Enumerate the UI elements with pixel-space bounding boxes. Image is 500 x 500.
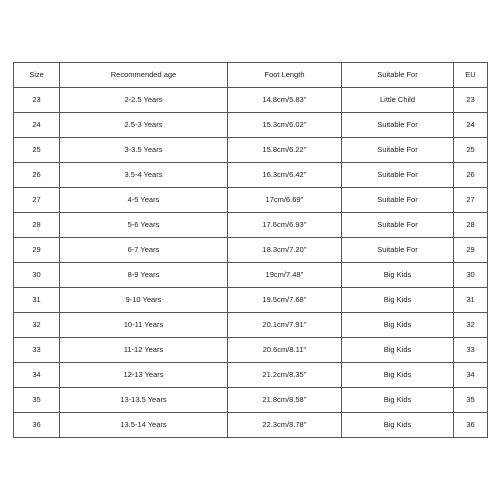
- cell-foot-length: 19.5cm/7.68'': [228, 288, 342, 313]
- cell-suitable-for: Suitable For: [342, 113, 454, 138]
- cell-size: 35: [14, 388, 60, 413]
- cell-recommended-age: 4-5 Years: [60, 188, 228, 213]
- cell-size: 28: [14, 213, 60, 238]
- table-row: [14, 213, 488, 238]
- table-row: [14, 313, 488, 338]
- cell-suitable-for: Big Kids: [342, 313, 454, 338]
- table-body: [14, 88, 488, 438]
- size-chart-table: [13, 62, 488, 438]
- cell-size: 34: [14, 363, 60, 388]
- cell-size: 33: [14, 338, 60, 363]
- cell-size: 27: [14, 188, 60, 213]
- cell-foot-length: 19cm/7.48'': [228, 263, 342, 288]
- cell-recommended-age: 13-13.5 Years: [60, 388, 228, 413]
- cell-size: 29: [14, 238, 60, 263]
- table-row: [14, 113, 488, 138]
- table-row: [14, 413, 488, 438]
- cell-recommended-age: 10-11 Years: [60, 313, 228, 338]
- cell-suitable-for: Big Kids: [342, 388, 454, 413]
- cell-foot-length: 20.6cm/8.11'': [228, 338, 342, 363]
- header-recommended-age: Recommended age: [60, 63, 228, 88]
- cell-recommended-age: 8-9 Years: [60, 263, 228, 288]
- table-row: [14, 88, 488, 113]
- cell-size: 31: [14, 288, 60, 313]
- cell-eu: 32: [454, 313, 488, 338]
- cell-eu: 36: [454, 413, 488, 438]
- cell-suitable-for: Suitable For: [342, 138, 454, 163]
- cell-recommended-age: 13.5-14 Years: [60, 413, 228, 438]
- cell-size: 26: [14, 163, 60, 188]
- cell-suitable-for: Big Kids: [342, 288, 454, 313]
- cell-suitable-for: Suitable For: [342, 213, 454, 238]
- cell-eu: 35: [454, 388, 488, 413]
- cell-foot-length: 15.3cm/6.02'': [228, 113, 342, 138]
- header-size: Size: [14, 63, 60, 88]
- cell-foot-length: 17.6cm/6.93'': [228, 213, 342, 238]
- cell-recommended-age: 5-6 Years: [60, 213, 228, 238]
- cell-eu: 24: [454, 113, 488, 138]
- cell-size: 36: [14, 413, 60, 438]
- cell-size: 30: [14, 263, 60, 288]
- cell-eu: 25: [454, 138, 488, 163]
- header-foot-length: Foot Length: [228, 63, 342, 88]
- cell-suitable-for: Big Kids: [342, 263, 454, 288]
- cell-eu: 28: [454, 213, 488, 238]
- cell-suitable-for: Suitable For: [342, 188, 454, 213]
- cell-recommended-age: 2.5-3 Years: [60, 113, 228, 138]
- cell-suitable-for: Big Kids: [342, 363, 454, 388]
- cell-eu: 31: [454, 288, 488, 313]
- cell-recommended-age: 3.5-4 Years: [60, 163, 228, 188]
- cell-eu: 26: [454, 163, 488, 188]
- header-suitable-for: Suitable For: [342, 63, 454, 88]
- cell-size: 23: [14, 88, 60, 113]
- cell-foot-length: 21.2cm/8.35'': [228, 363, 342, 388]
- cell-recommended-age: 3-3.5 Years: [60, 138, 228, 163]
- cell-recommended-age: 2-2.5 Years: [60, 88, 228, 113]
- cell-suitable-for: Big Kids: [342, 338, 454, 363]
- table-row: [14, 363, 488, 388]
- cell-foot-length: 14.8cm/5.83'': [228, 88, 342, 113]
- cell-eu: 29: [454, 238, 488, 263]
- table-row: [14, 338, 488, 363]
- cell-eu: 23: [454, 88, 488, 113]
- cell-recommended-age: 11-12 Years: [60, 338, 228, 363]
- cell-suitable-for: Suitable For: [342, 238, 454, 263]
- table-row: [14, 238, 488, 263]
- cell-foot-length: 15.8cm/6.22'': [228, 138, 342, 163]
- table-row: [14, 163, 488, 188]
- cell-suitable-for: Little Child: [342, 88, 454, 113]
- cell-recommended-age: 6-7 Years: [60, 238, 228, 263]
- cell-eu: 34: [454, 363, 488, 388]
- cell-suitable-for: Suitable For: [342, 163, 454, 188]
- table-row: [14, 288, 488, 313]
- cell-foot-length: 20.1cm/7.91'': [228, 313, 342, 338]
- cell-foot-length: 18.3cm/7.20'': [228, 238, 342, 263]
- table-row: [14, 138, 488, 163]
- cell-size: 24: [14, 113, 60, 138]
- cell-eu: 33: [454, 338, 488, 363]
- cell-foot-length: 22.3cm/8.78'': [228, 413, 342, 438]
- cell-foot-length: 21.8cm/8.58'': [228, 388, 342, 413]
- header-eu: EU: [454, 63, 488, 88]
- header-row: [14, 63, 488, 88]
- cell-foot-length: 16.3cm/6.42'': [228, 163, 342, 188]
- cell-size: 32: [14, 313, 60, 338]
- table-row: [14, 188, 488, 213]
- table-header: [14, 63, 488, 88]
- cell-suitable-for: Big Kids: [342, 413, 454, 438]
- cell-recommended-age: 12-13 Years: [60, 363, 228, 388]
- table-row: [14, 388, 488, 413]
- cell-recommended-age: 9-10 Years: [60, 288, 228, 313]
- cell-eu: 27: [454, 188, 488, 213]
- cell-size: 25: [14, 138, 60, 163]
- cell-eu: 30: [454, 263, 488, 288]
- table-row: [14, 263, 488, 288]
- cell-foot-length: 17cm/6.69'': [228, 188, 342, 213]
